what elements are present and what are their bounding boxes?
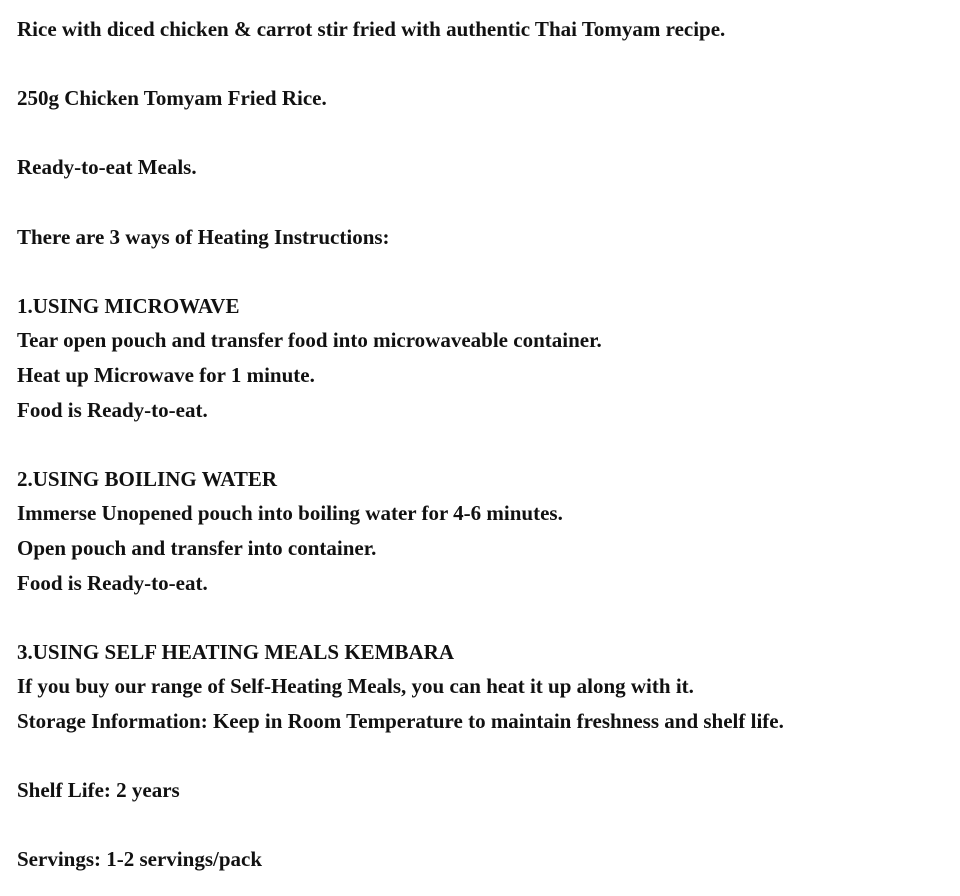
heating-method-self-heating	[17, 635, 960, 739]
method-step: Open pouch and transfer into container.	[17, 535, 377, 560]
heating-method-microwave	[17, 289, 960, 427]
spacer	[17, 808, 960, 843]
method-step: If you buy our range of Self-Heating Meals, you can heat it up along with it.	[17, 674, 694, 699]
spacer	[17, 738, 960, 773]
heating-method-boiling-water	[17, 462, 960, 600]
method-title: 2.USING BOILING WATER	[17, 466, 278, 491]
product-name-weight: 250g Chicken Tomyam Fried Rice.	[17, 86, 327, 111]
method-step: Tear open pouch and transfer food into microwaveable container.	[17, 328, 602, 353]
storage-information: Storage Information: Keep in Room Temperature to maintain freshness and shelf life.	[17, 708, 784, 733]
method-step: Immerse Unopened pouch into boiling water for 4-6 minutes.	[17, 501, 563, 526]
spacer	[17, 47, 960, 82]
heating-intro: There are 3 ways of Heating Instructions:	[17, 224, 390, 249]
method-step: Food is Ready-to-eat.	[17, 397, 208, 422]
spacer	[17, 427, 960, 462]
spacer	[17, 116, 960, 151]
method-step: Food is Ready-to-eat.	[17, 570, 208, 595]
spacer	[17, 254, 960, 289]
product-description: Rice with diced chicken & carrot stir fried with authentic Thai Tomyam recipe.	[17, 17, 726, 41]
spacer	[17, 600, 960, 635]
spacer	[17, 185, 960, 220]
method-title: 1.USING MICROWAVE	[17, 293, 240, 318]
shelf-life: Shelf Life: 2 years	[17, 778, 180, 803]
product-category: Ready-to-eat Meals.	[17, 155, 197, 180]
method-step: Heat up Microwave for 1 minute.	[17, 362, 315, 387]
method-title: 3.USING SELF HEATING MEALS KEMBARA	[17, 639, 454, 664]
servings: Servings: 1-2 servings/pack	[17, 847, 263, 872]
